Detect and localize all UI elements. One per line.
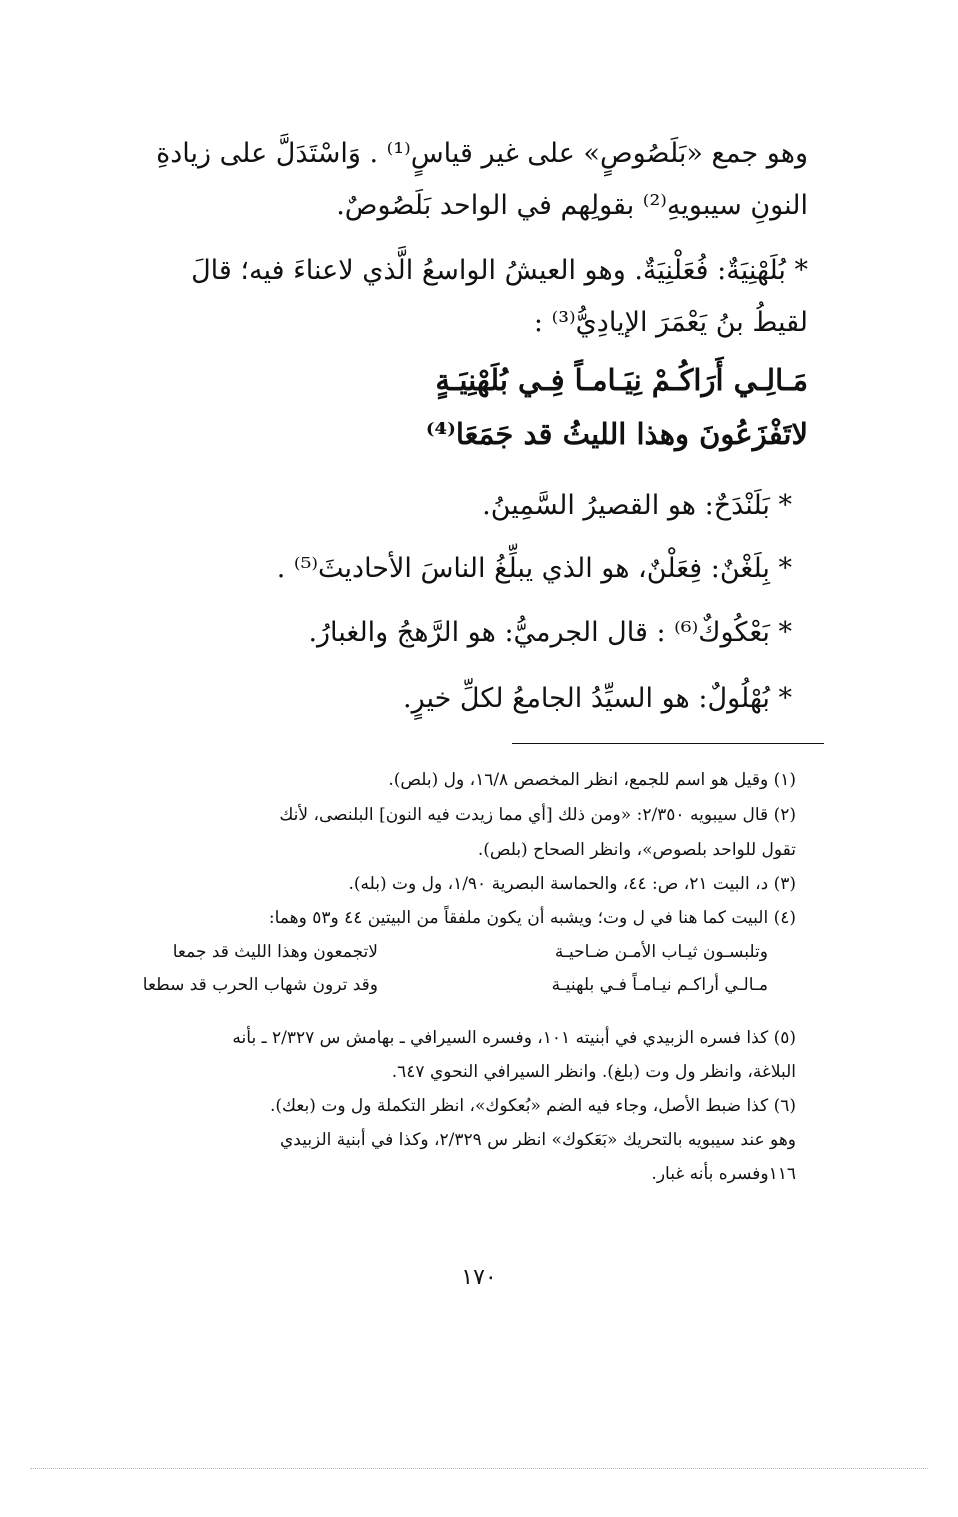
footnote-1: (١) وقيل هو اسم للجمع، انظر المخصص ١٦/٨، ول (بلص). — [388, 770, 796, 790]
body-line-4: لقيطُ بنُ يَعْمَرَ الإيادِيُّ⁽³⁾ : — [533, 307, 808, 338]
scan-artifact-divider — [30, 1468, 928, 1469]
verse-hemistich: مـالـي أراكـم نيـامـاً فـي بلهنيـة — [551, 975, 768, 995]
body-line-1: وهو جمع «بَلَصُوصٍ» على غير قياسٍ⁽¹⁾ . وَاسْتَدَلَّ على زيادةِ — [156, 138, 808, 169]
footnote-3: (٣) د، البيت ٢١، ص: ٤٤، والحماسة البصرية ١/٩٠، ول وت (بله). — [348, 874, 796, 894]
entry-bakuk: * بَعْكُوكٌ⁽⁶⁾ : قال الجرميُّ: هو الرَّهجُ والغبارُ. — [308, 617, 792, 648]
verse-line-1: مَـالِـي أَرَاكُـمْ نِيَـامـاً فِـي بُلَهْنِيَـةٍ — [435, 363, 808, 397]
entry-balaghn: * بِلَغْنٌ: فِعَلْنٌ، هو الذي يبلِّغُ الناسَ الأحاديثَ⁽⁵⁾ . — [276, 553, 792, 584]
footnote-5-cont: البلاغة، وانظر ول وت (بلغ). وانظر السيرافي النحوي ٦٤٧. — [391, 1062, 796, 1082]
footnote-4: (٤) البيت كما هنا في ل وت؛ ويشبه أن يكون ملفقاً من البيتين ٤٤ و٥٣ وهما: — [268, 908, 796, 928]
entry-buhlul: * بُهْلُولٌ: هو السيِّدُ الجامعُ لكلِّ خيرٍ. — [403, 683, 792, 714]
body-line-2: النونِ سيبويهِ⁽²⁾ بقولِهم في الواحد بَلَصُوصٌ. — [336, 190, 808, 221]
footnote-5: (٥) كذا فسره الزبيدي في أبنيته ١٠١، وفسره السيرافي ـ بهامش س ٢/٣٢٧ ـ بأنه — [232, 1028, 796, 1048]
page-number: ١٧٠ — [461, 1265, 497, 1290]
verse-line-2: لاتَفْزَعُونَ وهذا الليثُ قد جَمَعَا⁽⁴⁾ — [425, 417, 808, 451]
footnote-2-cont: تقول للواحد بلصوص»، وانظر الصحاح (بلص). — [477, 840, 796, 860]
footnote-2: (٢) قال سيبويه ٢/٣٥٠: «ومن ذلك [أي مما زيدت فيه النون] البلنصى، لأنك — [279, 805, 796, 825]
footnote-6: (٦) كذا ضبط الأصل، وجاء فيه الضم «بُعكوك»، انظر التكملة ول وت (بعك). — [269, 1096, 796, 1116]
verse-hemistich: وتلبسـون ثيـاب الأمـن ضـاحيـة — [554, 942, 768, 962]
footnote-6-cont2: ١١٦وفسره بأنه غبار. — [651, 1164, 796, 1184]
footnote-6-cont: وهو عند سيبويه بالتحريك «بَعَكوك» انظر س ٢/٣٢٩، وكذا في أبنية الزبيدي — [279, 1130, 796, 1150]
entry-baland: * بَلَنْدَحٌ: هو القصيرُ السَّمِينُ. — [482, 490, 792, 521]
body-line-3: * بُلَهْنِيَةٌ: فُعَلْنِيَةٌ. وهو العيشُ الواسعُ الَّذي لاعناءَ فيه؛ قالَ — [191, 255, 808, 286]
footnote-separator — [512, 743, 824, 744]
verse-hemistich: لاتجمعون وهذا الليث قد جمعا — [172, 942, 378, 962]
verse-hemistich: وقد ترون شهاب الحرب قد سطعا — [142, 975, 378, 995]
